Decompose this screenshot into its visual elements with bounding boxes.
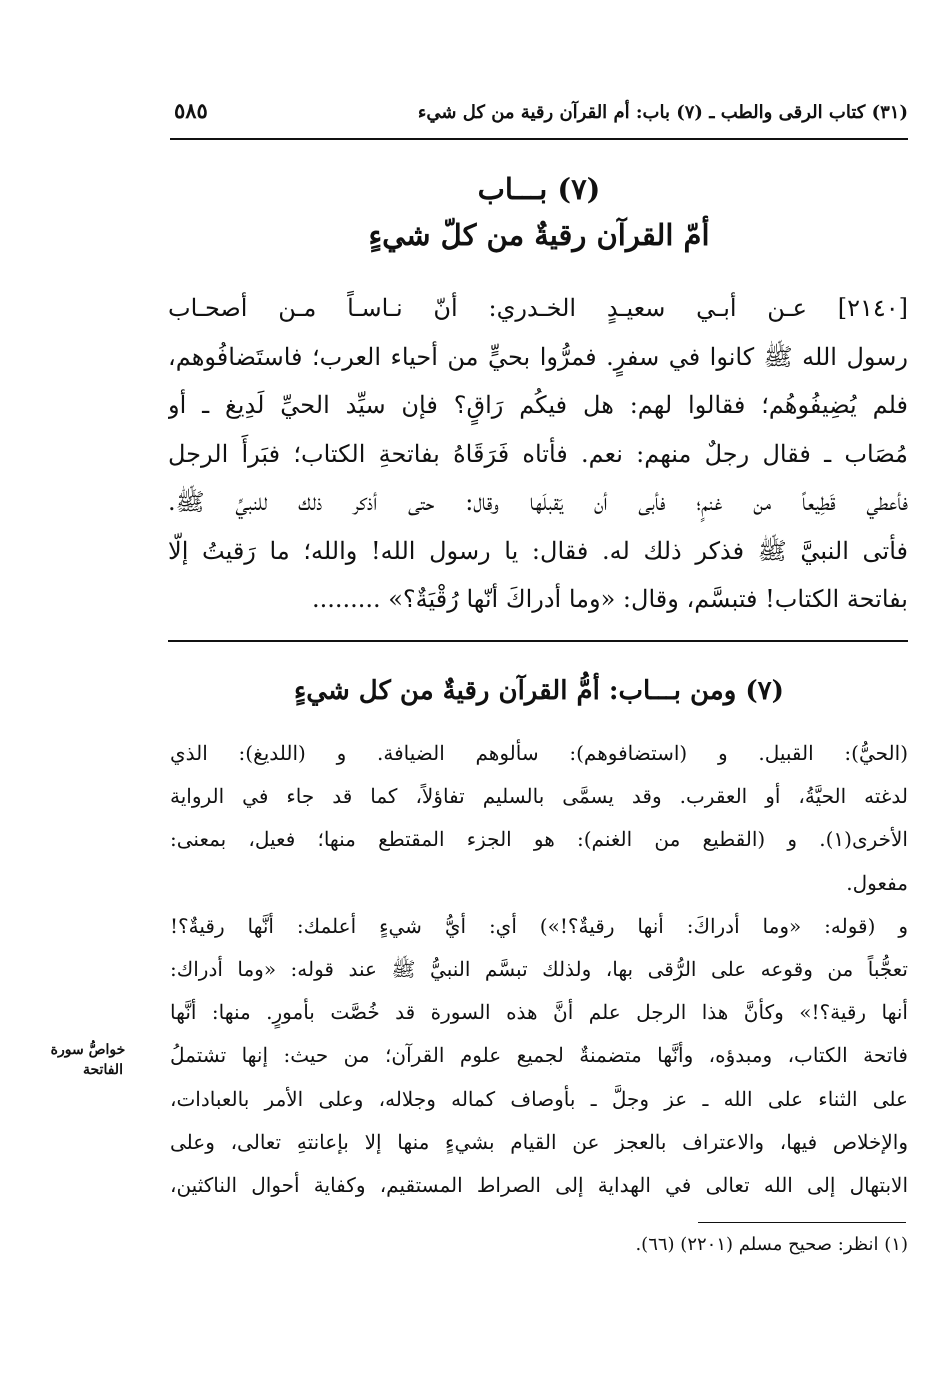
commentary-line: أنها رقية؟!» وكأنَّ هذا الرجل علم أنَّ هذه السورة قد خُصَّت بأمورٍ. منها: أنَّها [170,1000,908,1025]
commentary-line: فاتحة الكتاب، ومبدؤه، وأنَّها متضمنةٌ لجميع علوم القرآن؛ من حيث: إنها تشتملُ [170,1043,908,1068]
commentary-line: و (قوله: «وما أدراكَ: أنها رقيةٌ؟!») أي: أيُّ شيءٍ أعلمك: أنَّها رقيةٌ؟! [170,913,908,938]
commentary-line: مفعول. [846,870,908,895]
header-rule [170,138,908,140]
footnote: (١) انظر: صحيح مسلم (٢٢٠١) (٦٦). [635,1234,908,1255]
page-header [170,96,908,136]
hadith-line: فلم يُضِيفُوهُم؛ فقالوا لهم: هل فيكُم رَاقٍ؟ فإن سيِّد الحيِّ لَدِيغ ـ أو [168,391,908,419]
hadith-line: فأتى النبيَّ ﷺ فذكر ذلك له. فقال: يا رسول الله! والله؛ ما رَقيتُ إلّا [168,536,908,565]
hadith-line: بفاتحة الكتاب! فتبسَّم، وقال: «وما أدراكَ أنّها رُقْيَةٌ؟» [388,585,908,613]
margin-note-line: خواصُّ سورة [50,1042,126,1058]
running-title: (٣١) كتاب الرقى والطب ـ (٧) باب: أم القرآن رقية من كل شيء [417,102,908,123]
chapter-label: (٧) بـــاب [477,172,601,206]
footnote-rule [698,1222,906,1223]
page-number: ٥٨٥ [174,98,208,123]
margin-note [8,1040,168,1080]
commentary-text [170,732,908,1207]
commentary-heading: (٧) ومن بـــاب: أمُّ القرآن رقيةٌ من كل شيءٍ [294,676,784,706]
hadith-line: فأعطي قَطِيعاً من غنمٍ؛ فأبى أن يَقبلَها وقال: حتى أذكر ذلك للنبيِّ ﷺ. [168,488,908,516]
hadith-line: [٢١٤٠] عـن أبـي سعيـدٍ الخـدري: أنّ نـاسـاً مـن أصحـاب [168,294,908,322]
chapter-title: أمّ القرآن رقيةٌ من كلّ شيءٍ [368,218,710,252]
commentary-line: (الحيُّ): القبيل. و (استضافوهم): سألوهم الضيافة. و (اللديغ): الذي [170,741,908,765]
hadith-last-line [168,575,908,624]
section-divider [168,640,908,642]
commentary-line: تعجُّباً من وقوعه على الرُّقى بها، ولذلك تبسَّم النبيُّ ﷺ عند قوله: «وما أدراك: [170,957,908,982]
continuation-dots: ......... [311,585,381,613]
commentary-line: الأخرى(١). و (القطيع من الغنم): هو الجزء المقتطع منها؛ فعيل، بمعنى: [170,827,908,852]
commentary-line: الابتهال إلى الله تعالى في الهداية إلى الصراط المستقيم، وكفاية أحوال الناكثين، [170,1173,908,1198]
margin-note-line: الفاتحة [83,1062,123,1078]
hadith-line: رسول الله ﷺ كانوا في سفرٍ. فمرُّوا بحيٍّ من أحياء العرب؛ فاستَضافُوهم، [168,342,908,371]
hadith-text [168,284,908,624]
commentary-line: على الثناء على الله ـ عز وجلَّ ـ بأوصاف كماله وجلاله، وعلى الأمر بالعبادات، [170,1086,908,1111]
commentary-line: والإخلاص فيها، والاعتراف بالعجز عن القيام بشيءٍ منها إلا بإعانتهِ تعالى، وعلى [170,1129,908,1154]
commentary-line: لدغته الحيَّةُ، أو العقرب. وقد يسمَّى بالسليم تفاؤلاً، كما قد جاء في الرواية [170,784,908,809]
hadith-line: مُصَاب ـ فقال رجلٌ منهم: نعم. فأتاه فَرَقَاهُ بفاتحةِ الكتاب؛ فبَرأَ الرجل [168,439,908,468]
